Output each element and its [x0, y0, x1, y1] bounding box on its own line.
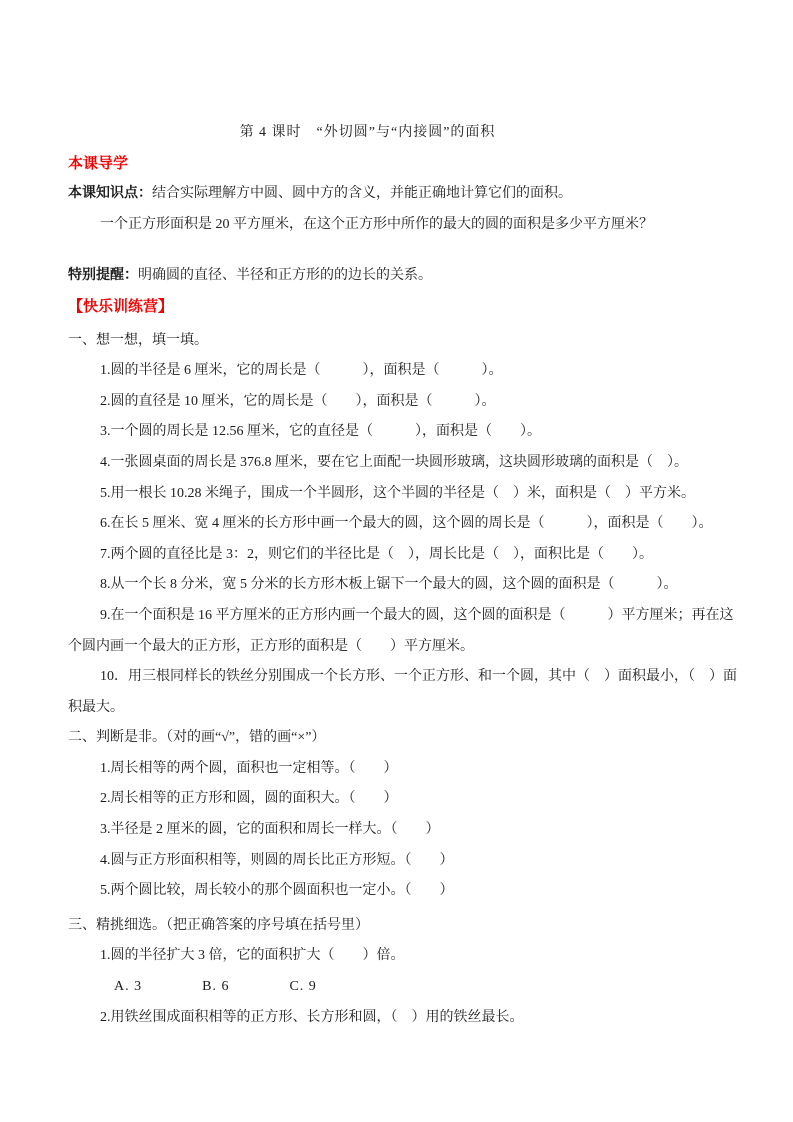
part1-item-3: 3.一个圆的周长是 12.56 厘米，它的直径是（ ），面积是（ ）。 [100, 424, 541, 440]
knowledge-point-line [68, 179, 737, 210]
lesson-guide-heading: 本课导学 [68, 155, 129, 172]
part1-heading: 一、想一想，填一填。 [68, 332, 208, 348]
part1-item-8: 8.从一个长 8 分米，宽 5 分米的长方形木板上锯下一个最大的圆，这个圆的面积是（ ）。 [100, 577, 678, 593]
part2-heading: 二、判断是非。（对的画“√”，错的画“×”） [68, 730, 326, 746]
part2-item-4: 4.圆与正方形面积相等，则圆的周长比正方形短。（ ） [100, 852, 454, 868]
special-reminder-label: 特别提醒： [68, 268, 138, 284]
special-reminder-line [68, 261, 737, 292]
part1-item-9: 9.在一个面积是 16 平方厘米的正方形内画一个最大的圆，这个圆的面积是（ ）平方厘米；再在这个圆内画一个最大的正方形，正方形的面积是（ ）平方厘米。 [68, 607, 734, 654]
part3-item-2: 2.用铁丝围成面积相等的正方形、长方形和圆，（ ）用的铁丝最长。 [100, 1009, 524, 1025]
part1-item-1: 1.圆的半径是 6 厘米，它的周长是（ ），面积是（ ）。 [100, 363, 503, 379]
part1-item-2: 2.圆的直径是 10 厘米，它的周长是（ ），面积是（ ）。 [100, 393, 496, 409]
part2-item-5: 5.两个圆比较，周长较小的那个圆面积也一定小。（ ） [100, 883, 454, 899]
training-camp-heading: 【快乐训练营】 [68, 298, 174, 315]
part1-item-6: 6.在长 5 厘米、宽 4 厘米的长方形中画一个最大的圆，这个圆的周长是（ ），面积是（ ）。 [100, 516, 713, 532]
page-title: 第 4 课时 “外切圆”与“内接圆”的面积 [239, 125, 496, 140]
example-question: 一个正方形面积是 20 平方厘米，在这个正方形中所作的最大的圆的面积是多少平方厘米？ [100, 216, 653, 232]
part1-item-5: 5.用一根长 10.28 米绳子，围成一个半圆形，这个半圆的半径是（ ）米，面积是（ ）平方米。 [100, 485, 695, 501]
part2-item-2: 2.周长相等的正方形和圆，圆的面积大。（ ） [100, 791, 398, 807]
knowledge-point-label: 本课知识点： [68, 186, 152, 202]
part3-heading: 三、精挑细选。（把正确答案的序号填在括号里） [68, 917, 369, 933]
part1-item-10: 10．用三根同样长的铁丝分别围成一个长方形、一个正方形、和一个圆，其中（ ）面积最小，（ ）面积最大。 [68, 669, 737, 715]
part1-item-7: 7.两个圆的直径比是 3：2，则它们的半径比是（ ），周长比是（ ），面积比是（ ）。 [100, 546, 653, 562]
blank-spacer [68, 240, 737, 261]
part3-item-1-options: A. 3 B. 6 C. 9 [114, 979, 317, 995]
knowledge-point-text: 结合实际理解方中圆、圆中方的含义，并能正确地计算它们的面积。 [152, 186, 572, 202]
part3-item-1: 1.圆的半径扩大 3 倍，它的面积扩大（ ）倍。 [100, 948, 405, 964]
part2-item-1: 1.周长相等的两个圆，面积也一定相等。（ ） [100, 760, 398, 776]
special-reminder-text: 明确圆的直径、半径和正方形的的边长的关系。 [138, 268, 432, 284]
part1-item-4: 4.一张圆桌面的周长是 376.8 厘米，要在它上面配一块圆形玻璃，这块圆形玻璃的面积是（ ）。 [100, 454, 688, 470]
part2-item-3: 3.半径是 2 厘米的圆，它的面积和周长一样大。（ ） [100, 822, 440, 838]
